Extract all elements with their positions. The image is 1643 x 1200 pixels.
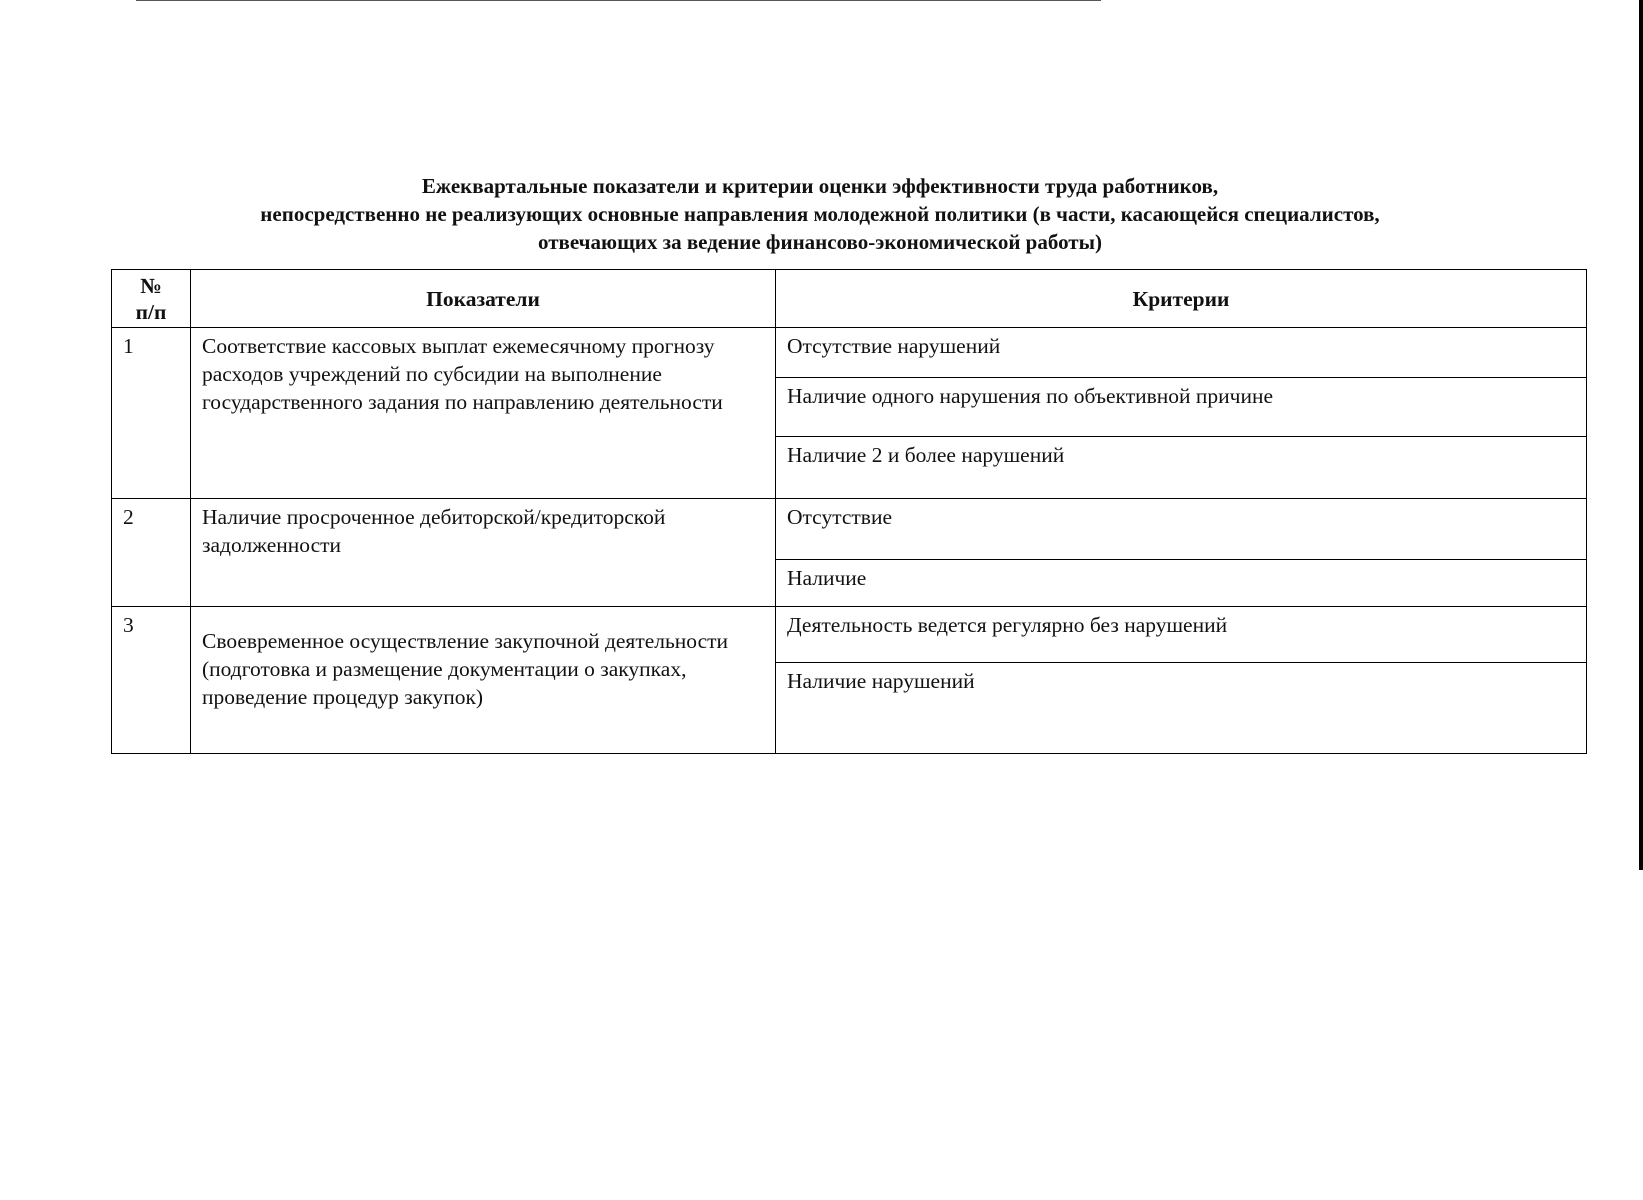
table-row: [112, 607, 1587, 663]
header-number-symbol: №: [140, 273, 162, 298]
row-number: 1: [112, 328, 191, 499]
table-row: [112, 328, 1587, 378]
indicator-text: Соответствие кассовых выплат ежемесячному прогнозу расходов учреждений по субсидии на выполнение государственного задания по направлению деятельности: [202, 334, 723, 414]
indicator-cell: [191, 499, 776, 607]
header-criteria: Критерии: [776, 270, 1587, 328]
criterion-cell: Отсутствие нарушений: [776, 328, 1587, 378]
title-line: отвечающих за ведение финансово-экономической работы): [538, 230, 1102, 254]
criteria-table: [111, 269, 1587, 754]
criterion-cell: Деятельность ведется регулярно без нарушений: [776, 607, 1587, 663]
criterion-cell: Наличие нарушений: [776, 663, 1587, 754]
title-line: Ежеквартальные показатели и критерии оценки эффективности труда работников,: [421, 174, 1219, 198]
indicator-text: Наличие просроченное дебиторской/кредиторской задолженности: [202, 505, 666, 557]
criterion-cell: Наличие 2 и более нарушений: [776, 437, 1587, 499]
indicator-note: (подготовка и размещение документации о закупках, проведение процедур закупок): [202, 657, 687, 709]
table-row: [112, 499, 1587, 560]
header-number-sub: п/п: [135, 299, 167, 324]
criterion-cell: Наличие: [776, 560, 1587, 607]
top-rule: [136, 0, 1101, 1]
indicator-cell: [191, 607, 776, 754]
scan-edge: [1639, 0, 1643, 870]
title-line: непосредственно не реализующих основные направления молодежной политики (в части, касающейся специалистов,: [260, 202, 1380, 226]
header-row: [112, 270, 1587, 328]
criterion-cell: Отсутствие: [776, 499, 1587, 560]
header-number: [112, 270, 191, 328]
row-number: 2: [112, 499, 191, 607]
row-number: 3: [112, 607, 191, 754]
header-indicators: Показатели: [191, 270, 776, 328]
document-title: [100, 172, 1540, 256]
criterion-cell: Наличие одного нарушения по объективной причине: [776, 378, 1587, 437]
indicator-text: Своевременное осуществление закупочной деятельности: [202, 629, 729, 653]
indicator-cell: [191, 328, 776, 499]
